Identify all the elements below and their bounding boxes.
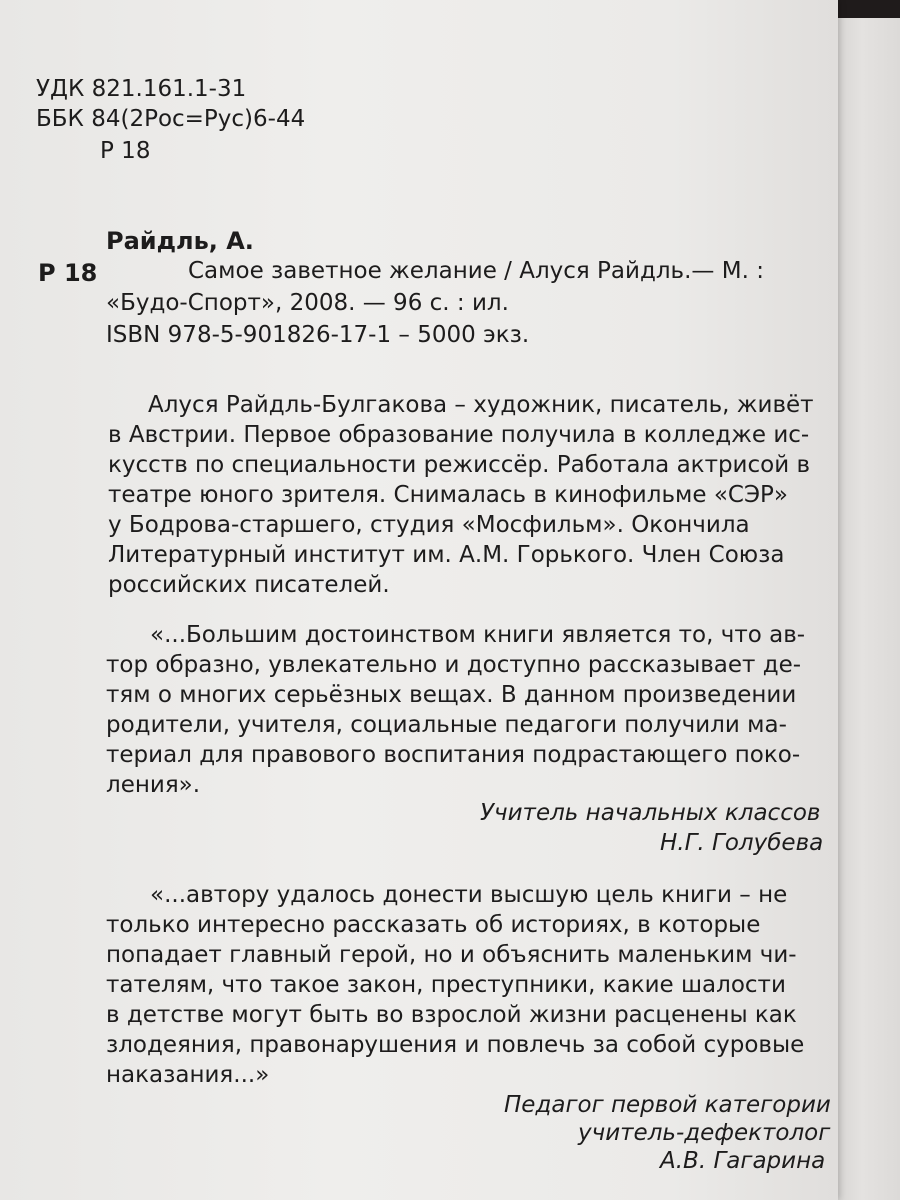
bio-line: в Австрии. Первое образование получила в колледже ис- (108, 422, 810, 448)
bio-line: Литературный институт им. А.М. Горького. Член Союза (108, 542, 785, 568)
bbk-code: ББК 84(2Рос=Рус)6-44 (36, 106, 306, 132)
isbn-line: ISBN 978-5-901826-17-1 – 5000 экз. (106, 322, 530, 348)
review-line: злодеяния, правонарушения и повлечь за собой суровые (106, 1032, 805, 1058)
title-line: Самое заветное желание / Алуся Райдль.— М. : (188, 258, 764, 284)
reviewer-position: учитель-дефектолог (578, 1120, 831, 1146)
author-heading: Райдль, А. (106, 227, 254, 255)
review-line: наказания...» (106, 1062, 270, 1088)
review-line: тателям, что такое закон, преступники, какие шалости (106, 972, 786, 998)
reviewer-name: Н.Г. Голубева (660, 830, 824, 856)
reviewer-title: Педагог первой категории (504, 1092, 831, 1118)
review-line: териал для правового воспитания подрастающего поко- (106, 742, 801, 768)
review-line: родители, учителя, социальные педагоги получили ма- (106, 712, 787, 738)
reviewer-title: Учитель начальных классов (480, 800, 821, 826)
background-corner (830, 0, 900, 18)
bio-line: у Бодрова-старшего, студия «Мосфильм». Окончила (108, 512, 750, 538)
adjacent-page-edge (835, 18, 900, 1200)
bio-line: российских писателей. (108, 572, 390, 598)
review-line: тор образно, увлекательно и доступно рассказывает де- (106, 652, 802, 678)
review-line: попадает главный герой, но и объяснить маленьким чи- (106, 942, 797, 968)
review-line: в детстве могут быть во взрослой жизни расценены как (106, 1002, 797, 1028)
review-line: только интересно рассказать об историях, в которые (106, 912, 761, 938)
udk-code: УДК 821.161.1-31 (36, 76, 247, 102)
review-line: ления». (106, 772, 201, 798)
bio-line: кусств по специальности режиссёр. Работала актрисой в (108, 452, 811, 478)
bio-line: театре юного зрителя. Снималась в кинофильме «СЭР» (108, 482, 788, 508)
bio-line: Алуся Райдль-Булгакова – художник, писатель, живёт (148, 392, 814, 418)
publisher-line: «Будо-Спорт», 2008. — 96 с. : ил. (106, 290, 509, 316)
review-line: «...Большим достоинством книги является то, что ав- (150, 622, 806, 648)
review-line: «...автору удалось донести высшую цель книги – не (150, 882, 788, 908)
reviewer-name: А.В. Гагарина (660, 1148, 826, 1174)
record-sign-code: Р 18 (38, 259, 98, 287)
author-sign-code: Р 18 (100, 138, 151, 164)
review-line: тям о многих серьёзных вещах. В данном произведении (106, 682, 797, 708)
